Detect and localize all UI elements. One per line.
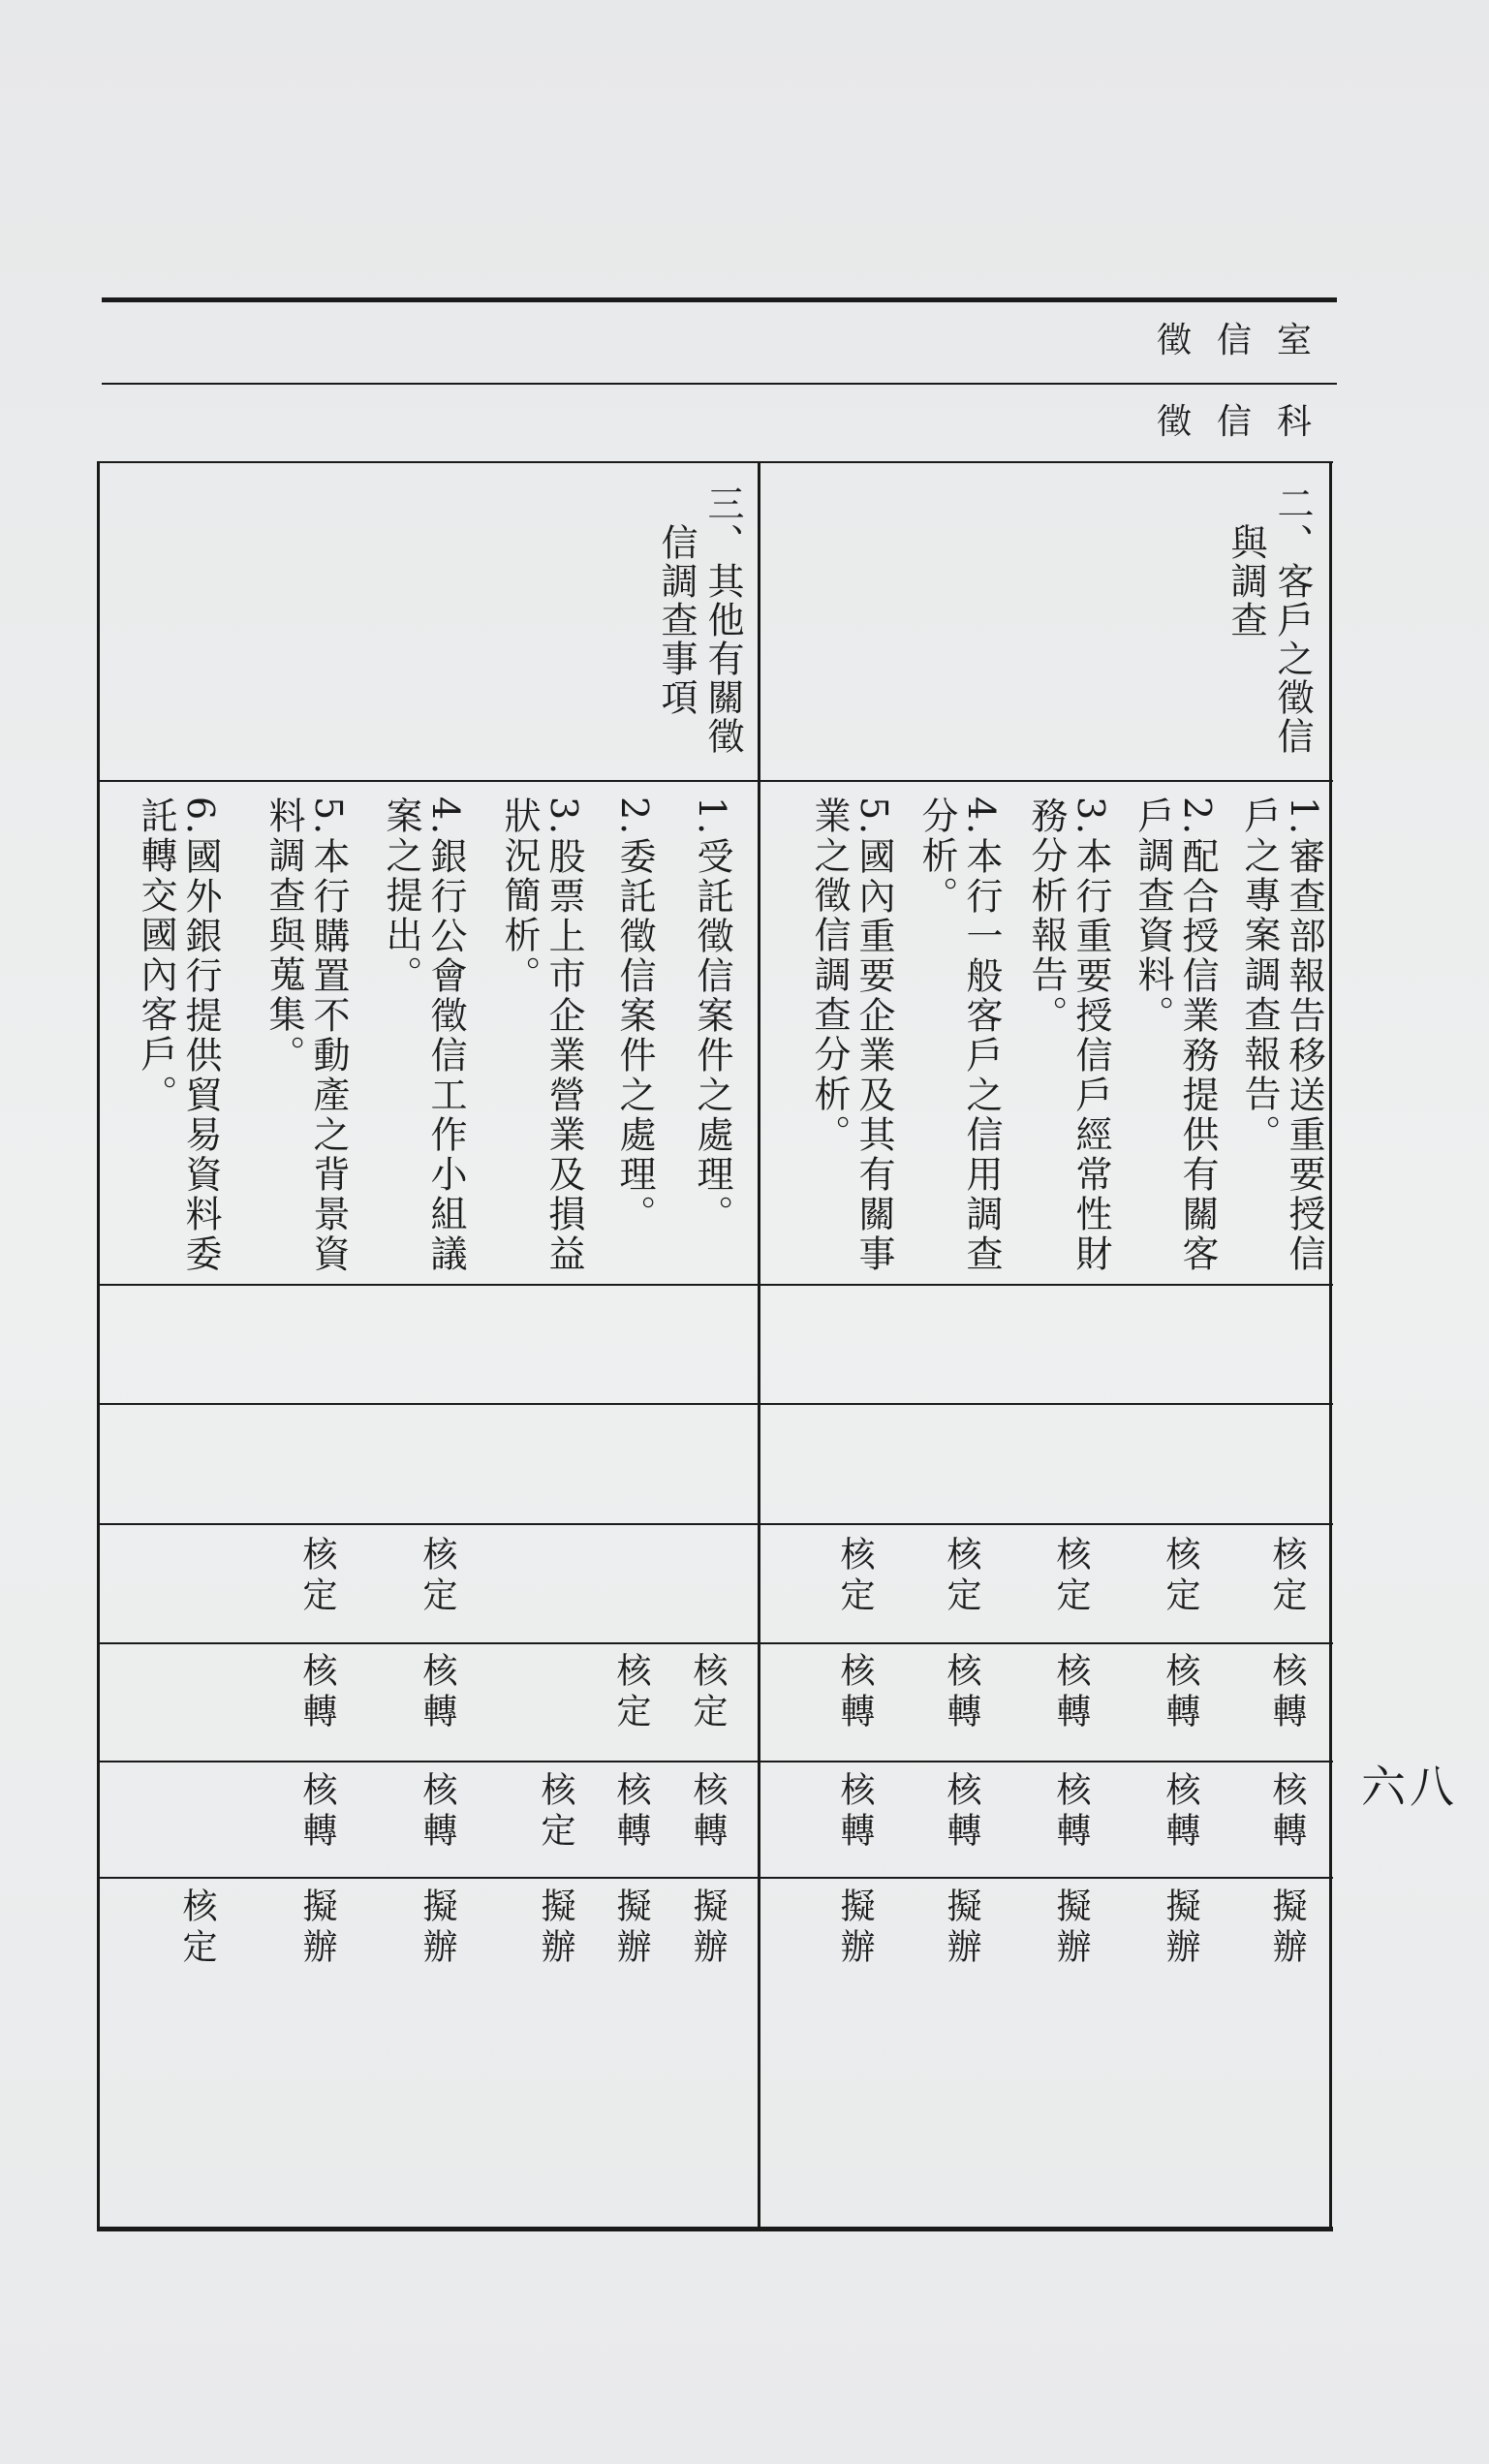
item-3-6: 6.國外銀行提供貿易資料委 託轉交國內客戶。: [135, 796, 222, 1275]
mark-3-5-b: 核轉: [297, 1652, 337, 1733]
mark-3-1-d: 擬辦: [688, 1887, 728, 1969]
item-3-2: 2.委託徵信案件之處理。: [613, 796, 656, 1235]
mark-2-1-b: 核轉: [1267, 1652, 1307, 1733]
table-right-border: [1329, 461, 1332, 2231]
item-2-4: 4.本行一般客戶之信用調查 分析。: [915, 796, 1003, 1275]
mark-3-1-b: 核定: [688, 1652, 728, 1733]
table-bottom-rule: [97, 2227, 1333, 2231]
header-label-office: 徵信室: [1156, 321, 1337, 360]
mark-2-2-d: 擬辦: [1161, 1887, 1200, 1969]
mark-3-3-d: 擬辦: [536, 1887, 575, 1969]
mark-2-5-b: 核轉: [835, 1652, 875, 1733]
item-3-4: 4.銀行公會徵信工作小組議 案之提出。: [380, 796, 467, 1275]
mark-3-4-c: 核轉: [418, 1771, 457, 1853]
row-rule-items: [97, 780, 1333, 782]
page-number: 六八: [1361, 1761, 1458, 1813]
mark-3-6-d: 核定: [177, 1887, 217, 1969]
section-heading-3: 三、其他有關徵 信調查事項: [655, 484, 744, 756]
mark-2-1-a: 核定: [1267, 1536, 1307, 1617]
mark-2-5-a: 核定: [835, 1536, 875, 1617]
mark-2-2-b: 核轉: [1161, 1652, 1200, 1733]
mark-3-2-d: 擬辦: [611, 1887, 651, 1969]
mark-2-3-b: 核轉: [1051, 1652, 1091, 1733]
mark-2-5-d: 擬辦: [835, 1887, 875, 1969]
mark-3-2-b: 核定: [611, 1652, 651, 1733]
mark-3-5-d: 擬辦: [297, 1887, 337, 1969]
item-2-5: 5.國內重要企業及其有關事 業之徵信調查分析。: [808, 796, 895, 1275]
mark-3-3-c: 核定: [536, 1771, 575, 1853]
row-rule-col-f: [97, 1877, 1333, 1879]
item-3-5: 5.本行購置不動產之背景資 料調查與蒐集。: [263, 796, 350, 1275]
mark-3-4-b: 核轉: [418, 1652, 457, 1733]
item-2-3: 3.本行重要授信戶經常性財 務分析報告。: [1025, 796, 1112, 1275]
mark-3-4-a: 核定: [418, 1536, 457, 1617]
mark-2-4-b: 核轉: [942, 1652, 981, 1733]
mark-2-2-c: 核轉: [1161, 1771, 1200, 1853]
section-divider: [758, 461, 760, 2231]
row-rule-col-e: [97, 1761, 1333, 1762]
table-left-border: [97, 461, 100, 2231]
header-divider: [102, 383, 1337, 385]
mark-3-1-c: 核轉: [688, 1771, 728, 1853]
mark-3-2-c: 核轉: [611, 1771, 651, 1853]
mark-2-1-c: 核轉: [1267, 1771, 1307, 1853]
row-rule-col-b: [97, 1403, 1333, 1405]
item-2-2: 2.配合授信業務提供有關客 戶調查資料。: [1132, 796, 1219, 1275]
mark-3-5-c: 核轉: [297, 1771, 337, 1853]
item-2-1: 1.審查部報告移送重要授信 戶之專案調查報告。: [1238, 796, 1325, 1275]
item-3-1: 1.受託徵信案件之處理。: [691, 796, 733, 1235]
row-rule-col-d: [97, 1642, 1333, 1644]
row-rule-col-a: [97, 1284, 1333, 1286]
mark-3-4-d: 擬辦: [418, 1887, 457, 1969]
mark-2-3-a: 核定: [1051, 1536, 1091, 1617]
mark-2-1-d: 擬辦: [1267, 1887, 1307, 1969]
mark-2-4-a: 核定: [942, 1536, 981, 1617]
mark-3-5-a: 核定: [297, 1536, 337, 1617]
item-3-3: 3.股票上市企業營業及損益 狀況簡析。: [498, 796, 585, 1275]
header-label-section: 徵信科: [1156, 402, 1337, 442]
mark-2-4-c: 核轉: [942, 1771, 981, 1853]
table-top-rule: [97, 461, 1333, 463]
mark-2-2-a: 核定: [1161, 1536, 1200, 1617]
row-rule-col-c: [97, 1523, 1333, 1525]
mark-2-3-c: 核轉: [1051, 1771, 1091, 1853]
mark-2-4-d: 擬辦: [942, 1887, 981, 1969]
mark-2-5-c: 核轉: [835, 1771, 875, 1853]
section-heading-2: 二、客戶之徵信 與調查: [1225, 484, 1314, 756]
mark-2-3-d: 擬辦: [1051, 1887, 1091, 1969]
top-rule: [102, 297, 1337, 302]
